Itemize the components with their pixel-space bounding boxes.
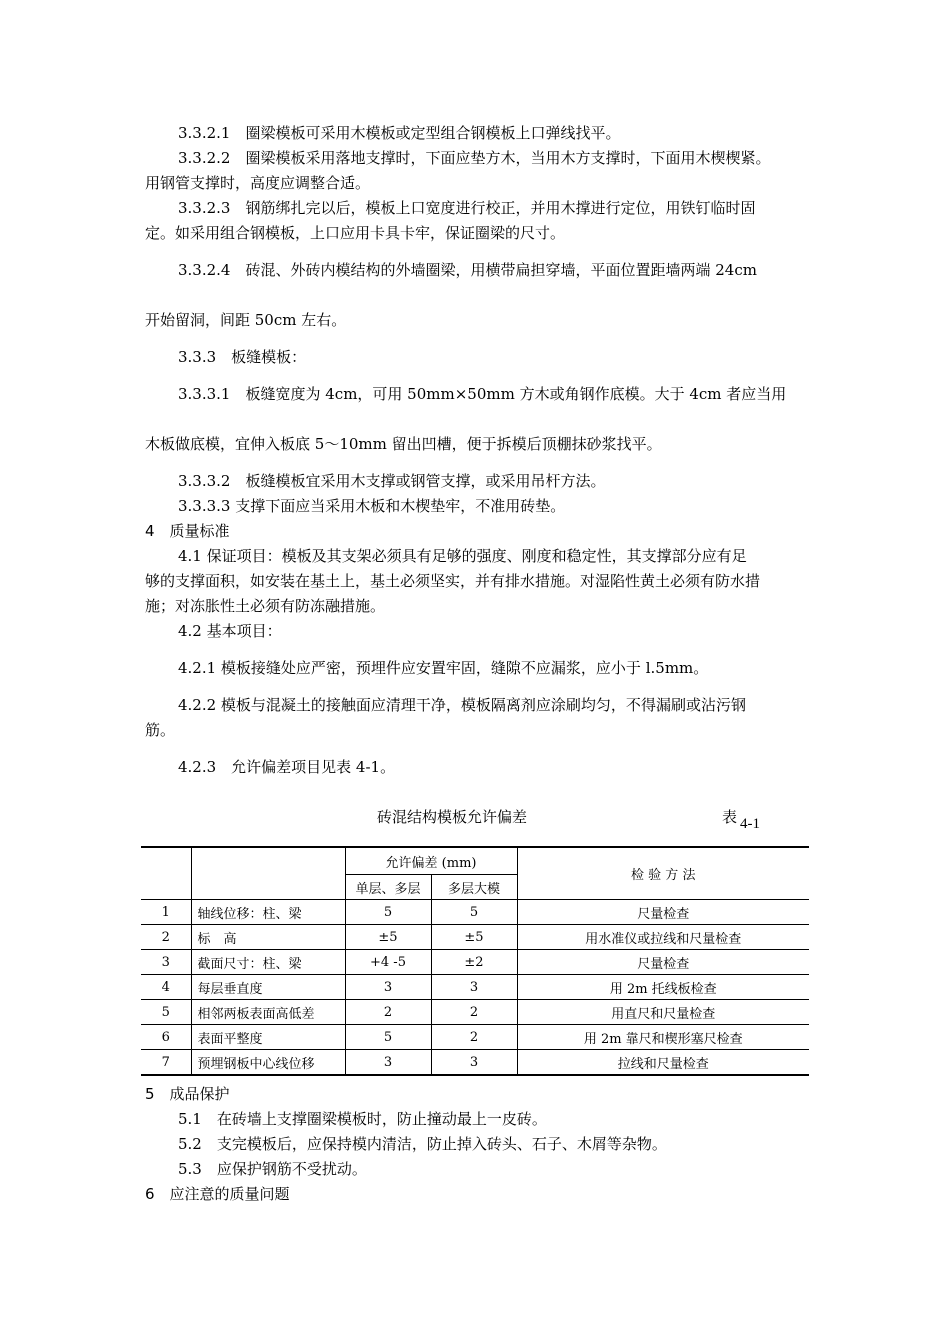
row-item: 截面尺寸：柱、梁 xyxy=(191,950,345,975)
row-multi: 3 xyxy=(431,975,517,1000)
row-single: ±5 xyxy=(345,925,431,950)
paragraph-4-2-2-cont: 筋。 xyxy=(145,721,176,739)
row-no: 5 xyxy=(141,1000,191,1025)
table-row xyxy=(141,925,809,950)
row-method: 用水准仪或拉线和尺量检查 xyxy=(517,925,809,950)
table-row xyxy=(141,900,809,925)
row-item: 表面平整度 xyxy=(191,1025,345,1050)
header-method: 检 验 方 法 xyxy=(517,847,809,900)
section-heading-5: 5 成品保护 xyxy=(145,1085,230,1103)
row-single: 3 xyxy=(345,975,431,1000)
table-title: 砖混结构模板允许偏差 xyxy=(377,808,528,826)
paragraph-3-3-2-2: 3.3.2.2 圈梁模板采用落地支撑时，下面应垫方木，当用木方支撑时，下面用木楔楔紧。 xyxy=(178,149,771,167)
paragraph-3-3-3-1-cont: 木板做底模，宜伸入板底 5～10mm 留出凹槽，便于拆模后顶棚抹砂浆找平。 xyxy=(145,435,662,453)
header-single: 单层、多层 xyxy=(345,875,431,900)
paragraph-4-1-cont2: 施；对冻胀性土必须有防冻融措施。 xyxy=(145,597,386,615)
paragraph-4-1: 4.1 保证项目：模板及其支架必须具有足够的强度、刚度和稳定性，其支撑部分应有足 xyxy=(178,547,747,565)
row-item: 相邻两板表面高低差 xyxy=(191,1000,345,1025)
row-single: 2 xyxy=(345,1000,431,1025)
row-method: 用 2m 靠尺和楔形塞尺检查 xyxy=(517,1025,809,1050)
paragraph-3-3-3-2: 3.3.3.2 板缝模板宜采用木支撑或钢管支撑，或采用吊杆方法。 xyxy=(178,472,606,490)
row-multi: ±5 xyxy=(431,925,517,950)
paragraph-3-3-3: 3.3.3 板缝模板： xyxy=(178,348,307,366)
row-single: 5 xyxy=(345,900,431,925)
table-row xyxy=(141,1025,809,1050)
row-multi: 2 xyxy=(431,1000,517,1025)
paragraph-3-3-3-3: 3.3.3.3 支撑下面应当采用木板和木楔垫牢，不准用砖垫。 xyxy=(178,497,566,515)
row-no: 4 xyxy=(141,975,191,1000)
row-multi: 3 xyxy=(431,1050,517,1076)
paragraph-5-2: 5.2 支完模板后，应保持模内清洁，防止掉入砖头、石子、木屑等杂物。 xyxy=(178,1135,667,1153)
row-item: 每层垂直度 xyxy=(191,975,345,1000)
paragraph-4-2-1: 4.2.1 模板接缝处应严密，预埋件应安置牢固，缝隙不应漏浆，应小于 l.5mm。 xyxy=(178,659,709,677)
row-item: 轴线位移：柱、梁 xyxy=(191,900,345,925)
row-no: 2 xyxy=(141,925,191,950)
paragraph-3-3-2-4-cont: 开始留洞，间距 50cm 左右。 xyxy=(145,311,347,329)
header-allowable: 允许偏差 (mm) xyxy=(345,847,517,875)
paragraph-4-2: 4.2 基本项目： xyxy=(178,622,282,640)
paragraph-3-3-3-1: 3.3.3.1 板缝宽度为 4cm，可用 50mm×50mm 方木或角钢作底模。大于 4cm 者应当用 xyxy=(178,385,787,403)
paragraph-3-3-2-2-cont: 用钢管支撑时，高度应调整合适。 xyxy=(145,174,371,192)
table-row xyxy=(141,1050,809,1076)
row-item: 标 高 xyxy=(191,925,345,950)
section-heading-6: 6 应注意的质量问题 xyxy=(145,1185,290,1203)
row-method: 用直尺和尺量检查 xyxy=(517,1000,809,1025)
row-single: 3 xyxy=(345,1050,431,1076)
row-item: 预埋钢板中心线位移 xyxy=(191,1050,345,1076)
header-no xyxy=(141,847,191,900)
row-method: 拉线和尺量检查 xyxy=(517,1050,809,1076)
paragraph-4-2-3: 4.2.3 允许偏差项目见表 4-1。 xyxy=(178,758,396,776)
row-no: 6 xyxy=(141,1025,191,1050)
paragraph-4-1-cont1: 够的支撑面积，如安装在基土上，基土必须坚实，并有排水措施。对湿陷性黄土必须有防水措 xyxy=(145,572,761,590)
row-no: 1 xyxy=(141,900,191,925)
header-item xyxy=(191,847,345,900)
row-single: +4 -5 xyxy=(345,950,431,975)
row-method: 尺量检查 xyxy=(517,950,809,975)
row-multi: 5 xyxy=(431,900,517,925)
row-single: 5 xyxy=(345,1025,431,1050)
paragraph-5-3: 5.3 应保护钢筋不受扰动。 xyxy=(178,1160,367,1178)
table-row xyxy=(141,950,809,975)
paragraph-3-3-2-4: 3.3.2.4 砖混、外砖内模结构的外墙圈梁，用横带扁担穿墙，平面位置距墙两端 24cm xyxy=(178,261,757,279)
row-multi: ±2 xyxy=(431,950,517,975)
section-heading-4: 4 质量标准 xyxy=(145,522,230,540)
header-multi: 多层大模 xyxy=(431,875,517,900)
paragraph-4-2-2: 4.2.2 模板与混凝土的接触面应清理干净，模板隔离剂应涂刷均匀，不得漏刷或沾污钢 xyxy=(178,696,746,714)
paragraph-3-3-2-3-cont: 定。如采用组合钢模板，上口应用卡具卡牢，保证圈梁的尺寸。 xyxy=(145,224,566,242)
paragraph-5-1: 5.1 在砖墙上支撑圈梁模板时，防止撞动最上一皮砖。 xyxy=(178,1110,547,1128)
row-no: 7 xyxy=(141,1050,191,1076)
row-method: 用 2m 托线板检查 xyxy=(517,975,809,1000)
row-multi: 2 xyxy=(431,1025,517,1050)
table-row xyxy=(141,975,809,1000)
table-label: 表 xyxy=(722,808,738,826)
table-number: 4-1 xyxy=(740,816,760,832)
table-row xyxy=(141,1000,809,1025)
row-method: 尺量检查 xyxy=(517,900,809,925)
paragraph-3-3-2-3: 3.3.2.3 钢筋绑扎完以后，模板上口宽度进行校正，并用木撑进行定位，用铁钉临时固 xyxy=(178,199,756,217)
row-no: 3 xyxy=(141,950,191,975)
deviation-table xyxy=(141,846,809,1076)
paragraph-3-3-2-1: 3.3.2.1 圈梁模板可采用木模板或定型组合钢模板上口弹线找平。 xyxy=(178,124,621,142)
